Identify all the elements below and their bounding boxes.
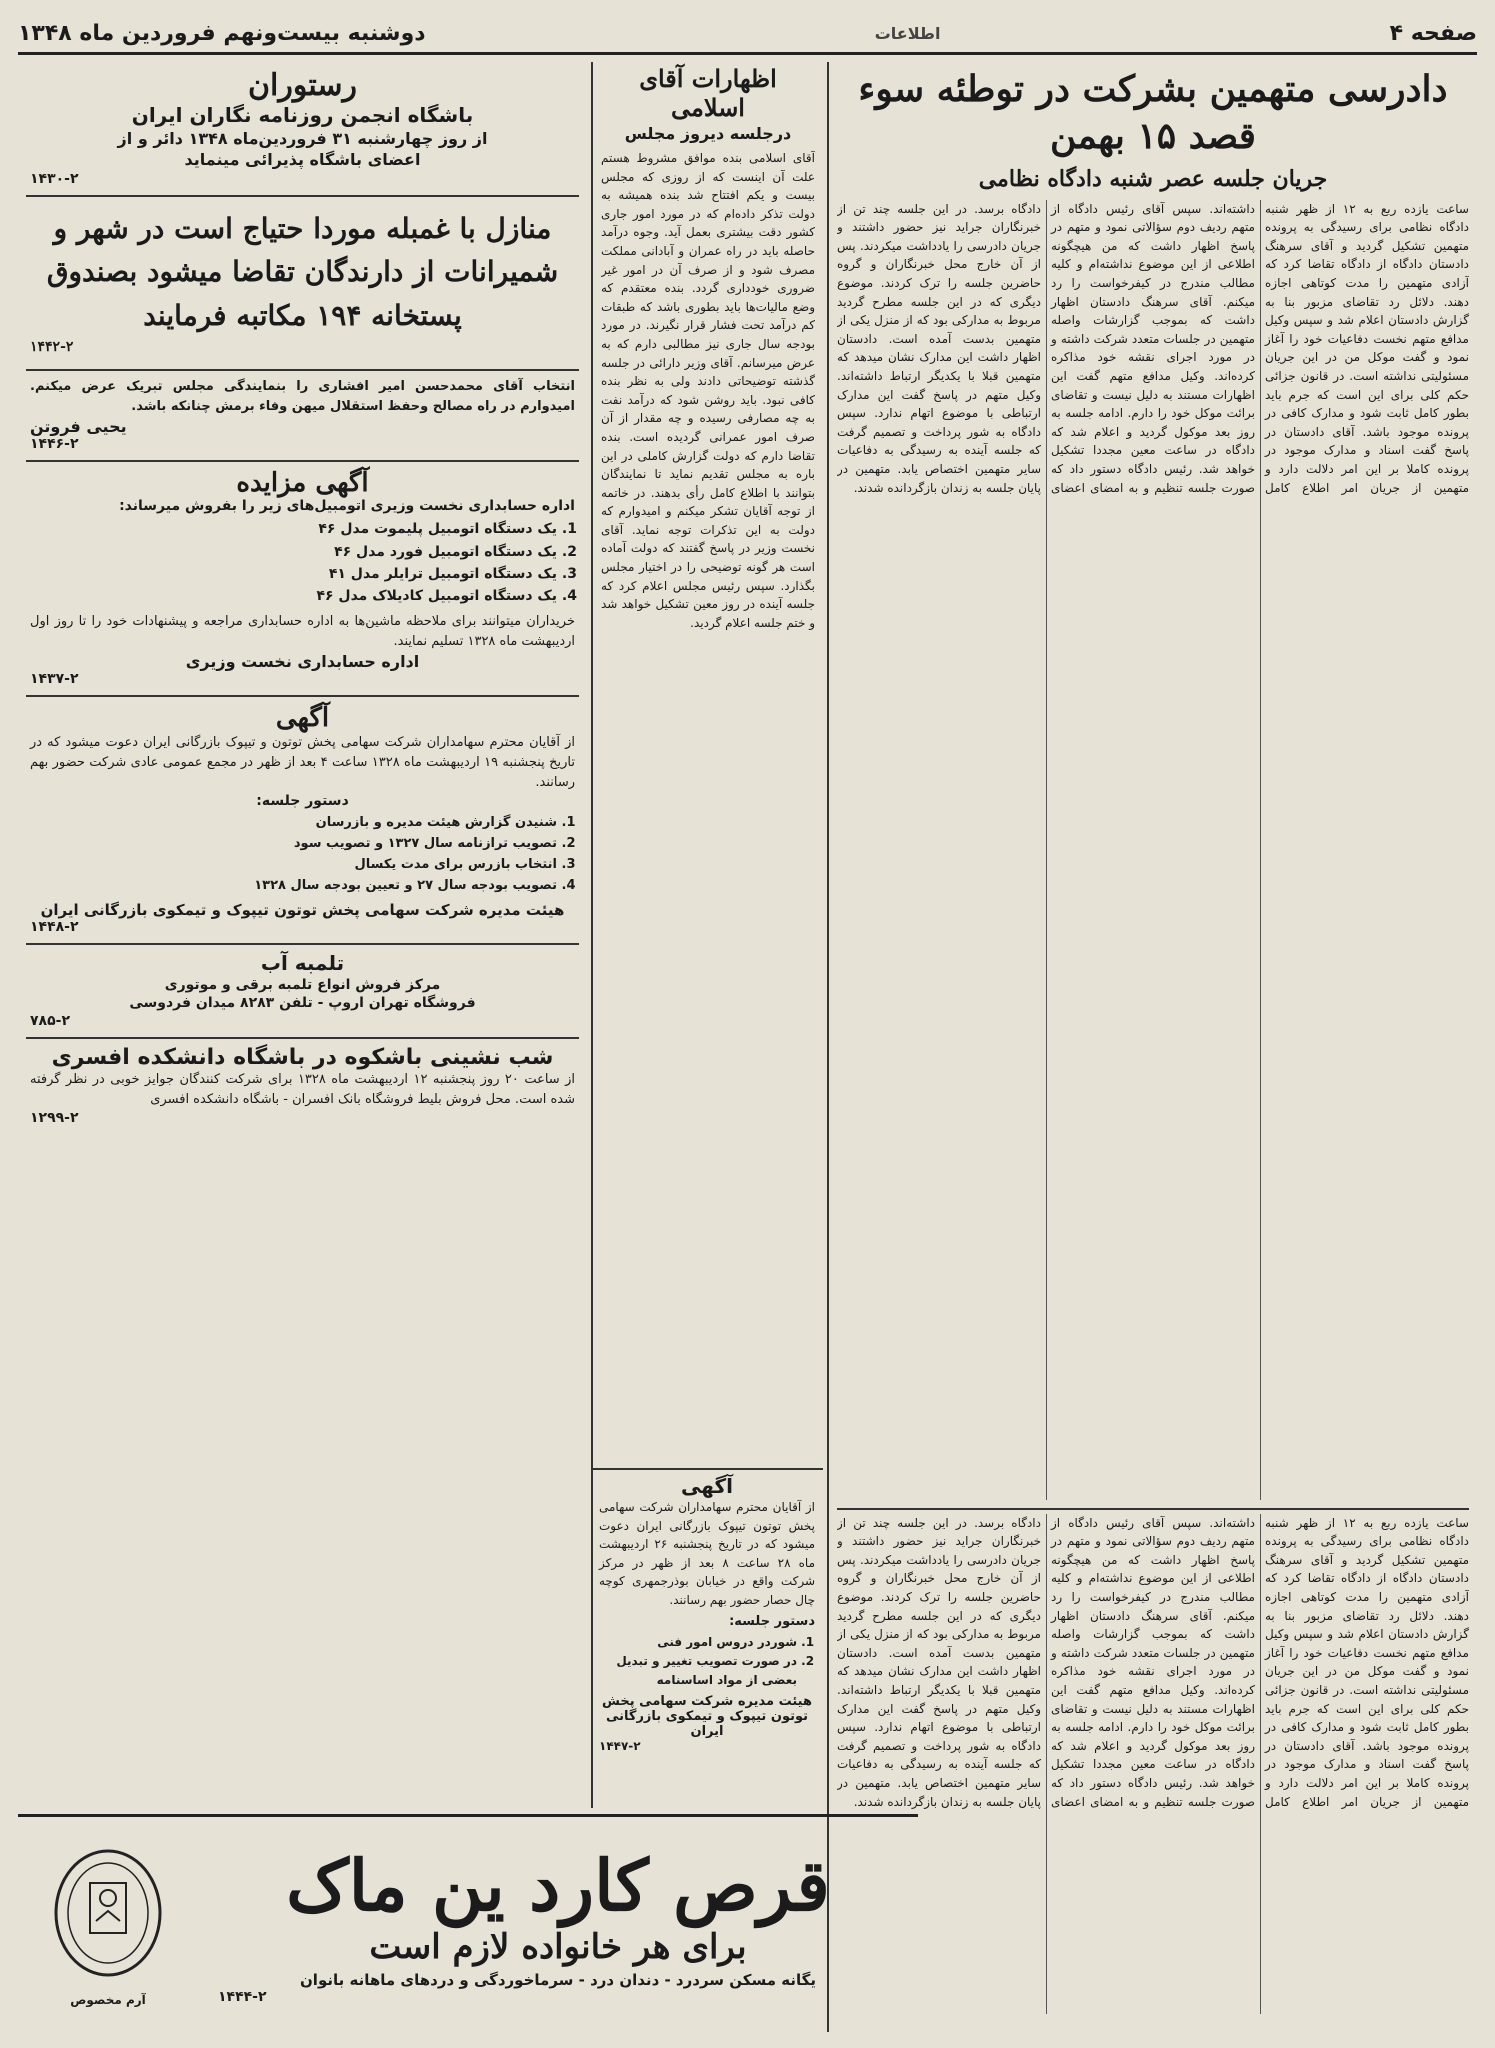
water-pump-title: تلمبه آب bbox=[260, 950, 345, 975]
lower-middle-notice bbox=[591, 1468, 823, 1808]
bottom-ad-code: ۱۴۴۴-۲ bbox=[218, 1989, 267, 2005]
bottom-ad-tagline: برای هر خانواده لازم است bbox=[369, 1927, 747, 1967]
restaurant-line-2: اعضای باشگاه پذیرائی مینماید bbox=[184, 150, 421, 169]
water-pump-line-2: فروشگاه تهران اروپ - تلفن ۸۲۸۳ میدان فردوسی bbox=[129, 994, 476, 1011]
shareholders-code: ۱۴۴۸-۲ bbox=[30, 918, 79, 935]
auction-item: 3. یک دستگاه اتومبیل ترایلر مدل ۴۱ bbox=[30, 563, 557, 585]
main-article-continued bbox=[837, 1508, 1469, 2014]
shareholders-agenda bbox=[30, 813, 575, 896]
auction-item: 4. یک دستگاه اتومبیل کادیلاک مدل ۴۶ bbox=[30, 585, 557, 607]
auction-item: 2. یک دستگاه اتومبیل فورد مدل ۴۶ bbox=[30, 541, 557, 563]
shareholders-notice bbox=[26, 697, 579, 945]
shareholders-body: از آقایان محترم سهامداران شرکت سهامی پخش توتون و تیپوک بازرگانی ایران دعوت میشود که در تاریخ پنجشنبه ۱۹ اردیبهشت ماه ۱۳۲۸ ساعت ۴ بعد از ظهر در مجمع عمومی عادی شرکت حضور بهم رسانند. bbox=[30, 734, 575, 791]
pharma-logo-icon bbox=[48, 1843, 168, 1993]
water-pump-ad bbox=[26, 945, 579, 1039]
main-article-column bbox=[827, 62, 1477, 2032]
main-headline: دادرسی متهمین بشرکت در توطئه سوء قصد ۱۵ بهمن bbox=[858, 68, 1448, 157]
middle-headline: اظهارات آقای اسلامی bbox=[639, 64, 777, 122]
election-notice-code: ۱۴۴۶-۲ bbox=[30, 436, 79, 453]
restaurant-subtitle: باشگاه انجمن روزنامه نگاران ایران bbox=[131, 103, 474, 127]
restaurant-code: ۱۴۳۰-۲ bbox=[30, 171, 79, 187]
restaurant-box bbox=[26, 62, 579, 197]
restaurant-title: رستوران bbox=[247, 68, 358, 103]
main-article-body: ساعت یازده ربع به ۱۲ از ظهر شنبه دادگاه نظامی برای رسیدگی به پرونده متهمین تشکیل گردید و آقای سرهنگ دادستان دادگاه از دادگاه تقاضا کرد که آزادی متهمین را مدت کوتاهی اجازه دهند. دلائل رد تقاضای مزبور بنا به گزارش دادستان اعلام شد و سپس وکیل مدافع متهم نخست دفاعیات خود را آغاز نمود و گفت موکل من در این جریان مسئولیتی نداشته است. در قانون جزائی حکم کلی برای این است که جرم باید بطور کامل ثابت شود و مدارک کافی در پرونده موجود باشد. آقای دادستان در پاسخ گفت اسناد و مدارک موجود در پرونده کاملا بر این امر دلالت دارد و متهمین از جریان امر اطلاع کامل داشته‌اند. سپس آقای رئیس دادگاه از متهم ردیف دوم سؤالاتی نمود و متهم در پاسخ اظهار داشت که من هیچگونه اطلاعی از این موضوع نداشته‌ام و کلیه مطالب مندرج در کیفرخواست را رد میکنم. آقای سرهنگ دادستان اظهار داشت که بموجب گزارشات واصله متهمین در جلسات متعدد شرکت داشته و در مورد اجرای نقشه خود مذاکره کرده‌اند. وکیل مدافع متهم گفت این اظهارات مستند به دلیل نیست و تقاضای برائت موکل خود را دارم. ادامه جلسه به روز بعد موکول گردید و اعلام شد که دادگاه در ساعت معین مجددا تشکیل خواهد شد. رئیس دادگاه دستور داد که صورت جلسه تنظیم و به امضای اعضای دادگاه برسد. در این جلسه چند تن از خبرنگاران جراید نیز حضور داشتند و جریان دادرسی را یادداشت میکردند. پس از آن خارج محل خبرنگاران و گروه حاضرین جلسه را ترک کردند. موضوع دیگری که در این جلسه مطرح گردید مربوط به مدارکی بود که از منزل یکی از متهمین بدست آمده است. دادستان اظهار داشت این مدارک نشان میدهد که متهمین قبلا با یکدیگر ارتباط داشته‌اند. وکیل متهم در پاسخ گفت این مدارک ارتباطی با موضوع اتهام ندارد. سپس دادگاه به شور پرداخت و تصمیم گرفت که جلسه آینده به رسیدگی به دفاعیات سایر متهمین اختصاص یابد. متهمین در پایان جلسه به زندان بازگردانده شدند. bbox=[837, 201, 1469, 495]
auction-body: خریداران میتوانند برای ملاحظه ماشین‌ها به اداره حسابداری مراجعه و پیشنهادات خود را تا روز اول اردیبهشت ماه ۱۳۲۸ تسلیم نمایند. bbox=[30, 613, 575, 649]
agenda-item: 2. تصویب ترازنامه سال ۱۳۲۷ و تصویب سود bbox=[30, 834, 557, 855]
restaurant-line-1: از روز چهارشنبه ۳۱ فروردین‌ماه ۱۳۴۸ دائر و از bbox=[117, 129, 488, 148]
housing-notice-code: ۱۴۴۲-۲ bbox=[30, 339, 74, 356]
logo-caption: آرم مخصوص bbox=[70, 1992, 146, 2007]
lower-notice-code: ۱۴۴۷-۲ bbox=[599, 1739, 641, 1754]
lower-notice-title: آگهی bbox=[681, 1474, 733, 1498]
water-pump-code: ۷۸۵-۲ bbox=[30, 1012, 70, 1029]
election-notice bbox=[26, 371, 579, 462]
left-notices-column bbox=[18, 62, 587, 1808]
auction-item: 1. یک دستگاه اتومبیل پلیموت مدل ۴۶ bbox=[30, 518, 557, 540]
housing-notice bbox=[26, 197, 579, 371]
election-notice-text: انتخاب آقای محمدحسن امیر افشاری را بنمایندگی مجلس تبریک عرض میکنم. امیدوارم در راه مصالح وحفظ استقلال میهن وفاء برمش چنانکه باشد. bbox=[30, 378, 575, 414]
lower-notice-agenda-title: دستور جلسه: bbox=[729, 1613, 815, 1629]
auction-code: ۱۴۳۷-۲ bbox=[30, 670, 79, 687]
auction-intro: اداره حسابداری نخست وزیری اتومبیل‌های زیر را بفروش میرساند: bbox=[119, 498, 575, 515]
shareholders-title: آگهی bbox=[275, 702, 330, 733]
lower-notice-signer: هیئت مدیره شرکت سهامی پخش توتون تیپوک و تیمکوی بازرگانی ایران bbox=[602, 1694, 812, 1740]
auction-items bbox=[30, 518, 575, 608]
night-event-notice bbox=[26, 1039, 579, 1134]
middle-subheadline: درجلسه دیروز مجلس bbox=[624, 124, 792, 143]
bottom-ad-text bbox=[198, 1844, 918, 2005]
election-notice-signer: یحیی فروتن bbox=[30, 417, 127, 437]
page-label: صفحه ۴ bbox=[1389, 20, 1477, 46]
bottom-ad-logo bbox=[18, 1843, 198, 2007]
auction-signer: اداره حسابداری نخست وزیری bbox=[185, 651, 420, 671]
main-article-body-continued: ساعت یازده ربع به ۱۲ از ظهر شنبه دادگاه نظامی برای رسیدگی به پرونده متهمین تشکیل گردید و آقای سرهنگ دادستان دادگاه از دادگاه تقاضا کرد که آزادی متهمین را مدت کوتاهی اجازه دهند. دلائل رد تقاضای مزبور بنا به گزارش دادستان اعلام شد و سپس وکیل مدافع متهم نخست دفاعیات خود را آغاز نمود و گفت موکل من در این جریان مسئولیتی نداشته است. در قانون جزائی حکم کلی برای این است که جرم باید بطور کامل ثابت شود و مدارک کافی در پرونده موجود باشد. آقای دادستان در پاسخ گفت اسناد و مدارک موجود در پرونده کاملا بر این امر دلالت دارد و متهمین از جریان امر اطلاع کامل داشته‌اند. سپس آقای رئیس دادگاه از متهم ردیف دوم سؤالاتی نمود و متهم در پاسخ اظهار داشت که من هیچگونه اطلاعی از این موضوع نداشته‌ام و کلیه مطالب مندرج در کیفرخواست را رد میکنم. آقای سرهنگ دادستان اظهار داشت که بموجب گزارشات واصله متهمین در جلسات متعدد شرکت داشته و در مورد اجرای نقشه خود مذاکره کرده‌اند. وکیل مدافع متهم گفت این اظهارات مستند به دلیل نیست و تقاضای برائت موکل خود را دارم. ادامه جلسه به روز بعد موکول گردید و اعلام شد که دادگاه در ساعت معین مجددا تشکیل خواهد شد. رئیس دادگاه دستور داد که صورت جلسه تنظیم و به امضای اعضای دادگاه برسد. در این جلسه چند تن از خبرنگاران جراید نیز حضور داشتند و جریان دادرسی را یادداشت میکردند. پس از آن خارج محل خبرنگاران و گروه حاضرین جلسه را ترک کردند. موضوع دیگری که در این جلسه مطرح گردید مربوط به مدارکی بود که از منزل یکی از متهمین بدست آمده است. دادستان اظهار داشت این مدارک نشان میدهد که متهمین قبلا با یکدیگر ارتباط داشته‌اند. وکیل متهم در پاسخ گفت این مدارک ارتباطی با موضوع اتهام ندارد. سپس دادگاه به شور پرداخت و تصمیم گرفت که جلسه آینده به رسیدگی به دفاعیات سایر متهمین اختصاص یابد. متهمین در پایان جلسه به زندان بازگردانده شدند. bbox=[837, 1515, 1469, 1809]
water-pump-line-1: مرکز فروش انواع تلمبه برقی و موتوری bbox=[164, 976, 441, 993]
paper-name: اطلاعات bbox=[874, 23, 941, 43]
middle-body: آقای اسلامی بنده موافق مشروط هستم علت آن اینست که از روزی که مجلس بیست و یکم افتتاح شد بنده همیشه به دولت تذکر داده‌ام که در مورد امور جاری کشور دقت بیشتری بعمل آید. وجوه درآمد حاصله باید در راه عمران و آبادانی مملکت مصرف شود و از صرف آن در امور غیر ضروری خودداری گردد. بنده معتقدم که وضع مالیات‌ها باید بطوری باشد که طبقات کم درآمد تحت فشار قرار نگیرند. در مورد بودجه سال جاری نیز مطالبی دارم که به عرض میرسانم. آقای وزیر دارائی در جلسه گذشته توضیحاتی دادند ولی به نظر بنده کافی نبود. باید روشن شود که درآمد نفت به چه مصارفی رسیده و چه مقدار از آن صرف امور عمرانی گردیده است. بنده تقاضا دارم که دولت گزارش کاملی در این باره به مجلس تقدیم نماید تا نمایندگان بتوانند با اطلاع کامل رأی بدهند. در خاتمه از توجه آقایان تشکر میکنم و امیدوارم که دولت به این تذکرات توجه نماید. آقای نخست وزیر در پاسخ گفتند که دولت آماده است هر گونه توضیحی را در اختیار مجلس بگذارد. سپس رئیس مجلس اعلام کرد که جلسه آینده در روز معین تشکیل خواهد شد و ختم جلسه اعلام گردید. bbox=[601, 151, 815, 630]
lower-notice-body: از آقایان محترم سهامداران شرکت سهامی پخش توتون تیپوک بازرگانی ایران دعوت میشود که در تاریخ پنجشنبه ۲۶ اردیبهشت ماه ۲۸ ساعت ۸ بعد از ظهر در مرکز شرکت واقع در خیابان بوذرجمهری کوچه چال حصار حضور بهم رسانند. bbox=[599, 1500, 816, 1607]
shareholders-signer: هیئت مدیره شرکت سهامی پخش توتون تیپوک و تیمکوی بازرگانی ایران bbox=[40, 900, 565, 919]
agenda-item: 1. شوردر دروس امور فنی bbox=[599, 1633, 797, 1652]
night-event-title: شب نشینی باشکوه در باشگاه دانشکده افسری bbox=[51, 1044, 554, 1070]
masthead bbox=[18, 14, 1477, 55]
bottom-advertisement bbox=[18, 1814, 918, 2032]
night-event-code: ۱۲۹۹-۲ bbox=[30, 1109, 79, 1126]
night-event-body: از ساعت ۲۰ روز پنجشنبه ۱۲ اردیبهشت ماه ۱۳۲۸ برای شرکت کنندگان جوایز خوبی در نظر گرفته شده است. محل فروش بلیط فروشگاه بانک افسران - باشگاه دانشکده افسری bbox=[30, 1071, 576, 1107]
bottom-ad-footer: یگانه مسکن سردرد - دندان درد - سرماخوردگی و دردهای ماهانه بانوان bbox=[300, 1971, 816, 1989]
agenda-item: 2. در صورت تصویب تغییر و تبدیل بعضی از مواد اساسنامه bbox=[599, 1652, 797, 1690]
agenda-item: 3. انتخاب بازرس برای مدت یکسال bbox=[30, 855, 557, 876]
housing-notice-text: منازل با غمبله موردا حتیاج است در شهر و شمیرانات از دارندگان تقاضا میشود بصندوق پستخانه ۱۹۴ مکاتبه فرمایند bbox=[46, 212, 559, 332]
lower-notice-agenda bbox=[599, 1633, 815, 1691]
auction-notice bbox=[26, 462, 579, 697]
shareholders-agenda-title: دستور جلسه: bbox=[256, 793, 349, 810]
agenda-item: 1. شنیدن گزارش هیئت مدیره و بازرسان bbox=[30, 813, 557, 834]
main-subheadline: جریان جلسه عصر شنبه دادگاه نظامی bbox=[978, 165, 1328, 192]
auction-title: آگهی مزایده bbox=[236, 468, 369, 499]
bottom-ad-brand: قرص کارد ین ماک bbox=[286, 1844, 830, 1927]
date-line: دوشنبه بیست‌ونهم فروردین ماه ۱۳۴۸ bbox=[18, 20, 426, 46]
agenda-item: 4. تصویب بودجه سال ۲۷ و تعیین بودجه سال ۱۳۲۸ bbox=[30, 876, 557, 897]
